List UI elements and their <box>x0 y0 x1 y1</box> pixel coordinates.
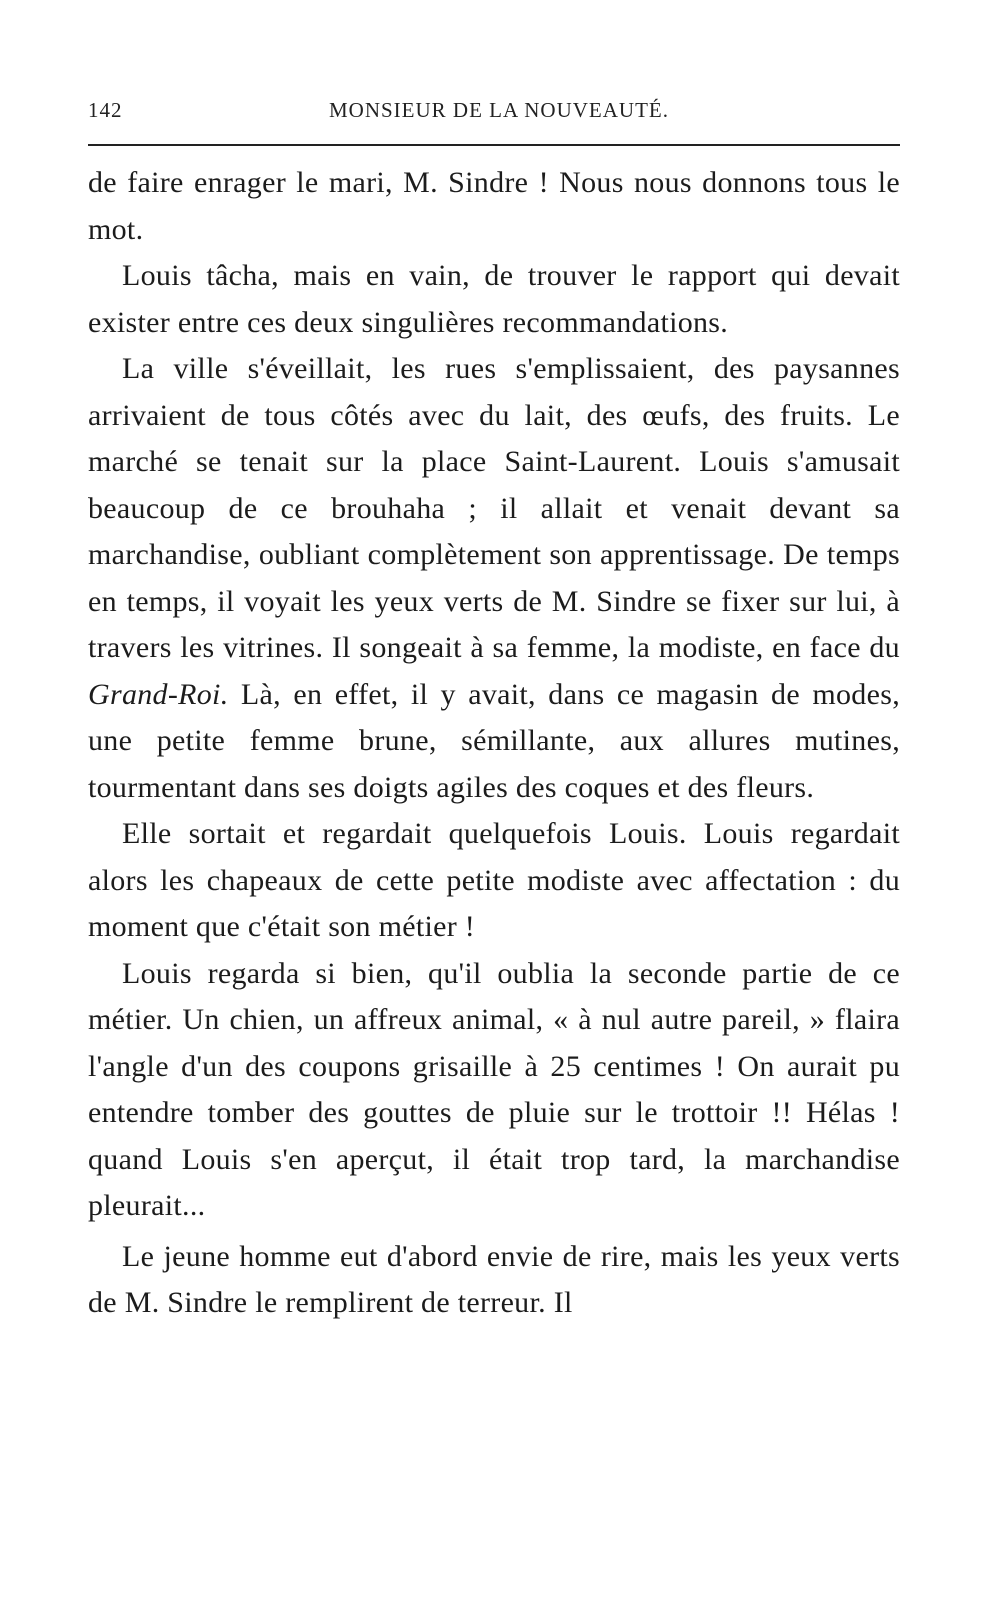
page-number: 142 <box>88 98 123 122</box>
shop-name: Grand-Roi. <box>88 677 229 711</box>
paragraph: Louis regarda si bien, qu'il oublia la seconde partie de ce métier. Un chien, un affreux animal, « à nul autre pareil, » flaira l'angle d'un des coupons grisaille à 25 centimes ! On aurait pu entendre tomber des gouttes de pluie sur le trottoir !! Hélas ! quand Louis s'en aperçut, il était trop tard, la marchandise pleurait... <box>88 956 900 1222</box>
book-page <box>88 88 900 1327</box>
header-rule <box>88 144 900 146</box>
paragraph-continuation: de faire enrager le mari, M. Sindre ! Nous nous donnons tous le mot. <box>88 166 900 246</box>
paragraph-text: La ville s'éveillait, les rues s'emplissaient, des paysannes arrivaient de tous côtés avec du lait, des œufs, des fruits. Le marché se tenait sur la place Saint-Laurent. Louis s'amusait beaucoup de ce brouhaha ; il allait et venait devant sa marchandise, oubliant complètement son apprentissage. De temps en temps, il voyait les yeux verts de M. Sindre se fixer sur lui, à travers les vitrines. Il songeait à sa femme, la modiste, en face du <box>88 352 900 664</box>
paragraph-text: Là, en effet, il y avait, dans ce magasin de modes, une petite femme brune, sémillante, aux allures mutines, tourmentant dans ses doigts agiles des coques et des fleurs. <box>88 677 900 804</box>
paragraph: Le jeune homme eut d'abord envie de rire, mais les yeux verts de M. Sindre le remplirent de terreur. Il <box>88 1239 900 1319</box>
paragraph: Elle sortait et regardait quelquefois Louis. Louis regardait alors les chapeaux de cette petite modiste avec affectation : du moment que c'était son métier ! <box>88 817 900 943</box>
running-title: MONSIEUR DE LA NOUVEAUTÉ. <box>329 98 669 122</box>
paragraph-market <box>88 346 900 811</box>
running-head <box>88 88 900 128</box>
paragraph: Louis tâcha, mais en vain, de trouver le rapport qui devait exister entre ces deux singulières recommandations. <box>88 259 900 339</box>
page-body <box>88 160 900 1327</box>
